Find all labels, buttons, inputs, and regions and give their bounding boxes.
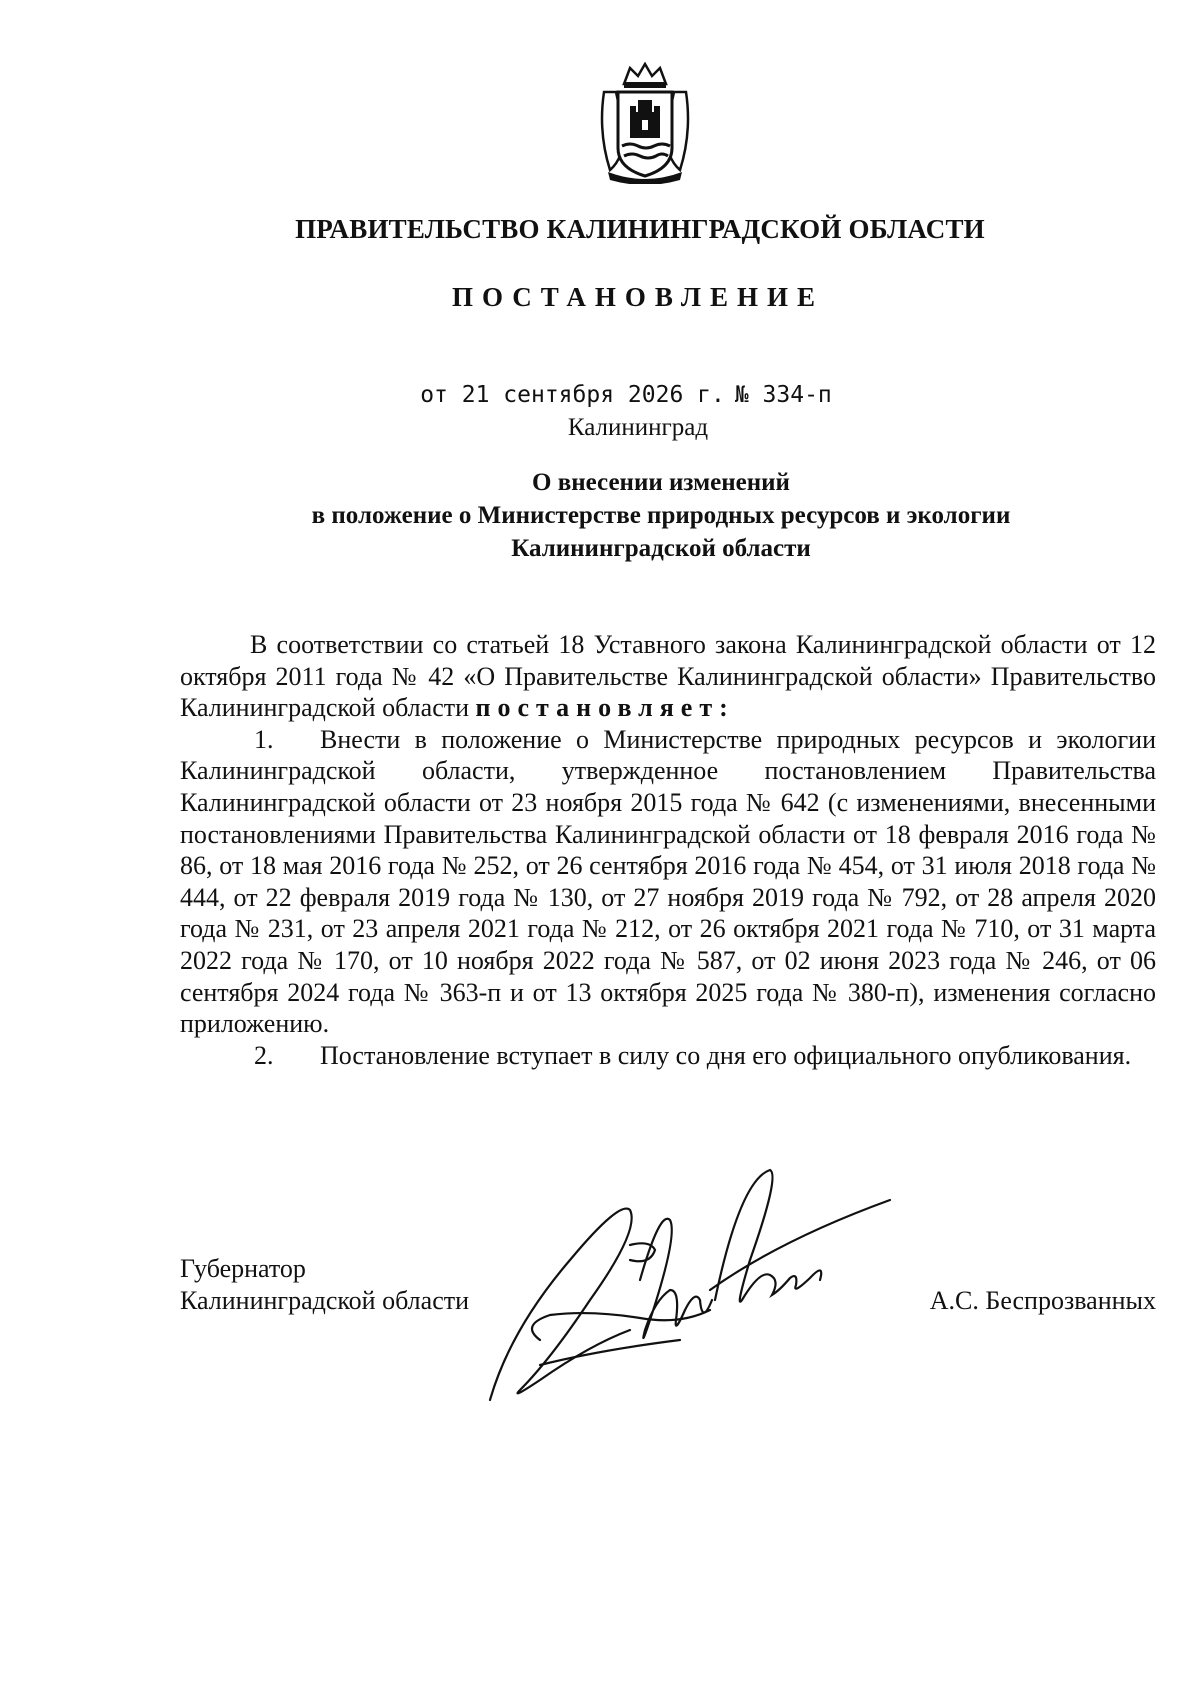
item-text: Постановление вступает в силу со дня его официального опубликования.: [320, 1040, 1132, 1070]
signatory-name: А.С. Беспрозванных: [929, 1286, 1156, 1315]
document-city: Калининград: [567, 414, 709, 441]
decree-word: постановляет:: [475, 693, 735, 723]
subject-line: О внесении изменений: [532, 469, 790, 496]
position-line: Калининградской области: [180, 1286, 470, 1315]
item-1-paragraph: [180, 724, 1156, 1040]
item-text: Внести в положение о Министерстве природных ресурсов и экологии Калининградской области, утвержденное постановлением Правительства Калининградской области от 23 ноября 2015 года № 642 (с изменениями, внесенными постановлениями Правительства Калининградской области от 18 февраля 2016 года № 86, от 18 мая 2016 года № 252, от 26 сентября 2016 года № 454, от 31 июля 2018 года № 444, от 22 февраля 2019 года № 130, от 27 ноября 2019 года № 792, от 28 апреля 2020 года № 231, от 23 апреля 2021 года № 212, от 26 октября 2021 года № 710, от 31 марта 2022 года № 170, от 10 ноября 2022 года № 587, от 02 июня 2023 года № 246, от 06 сентября 2024 года № 363-п и от 13 октября 2025 года № 380-п), изменения согласно приложению.: [180, 724, 1156, 1039]
preamble-paragraph: [180, 629, 1156, 724]
organization-title: ПРАВИТЕЛЬСТВО КАЛИНИНГРАДСКОЙ ОБЛАСТИ: [295, 214, 985, 244]
document-type-title: ПОСТАНОВЛЕНИЕ: [451, 282, 825, 312]
document-subject: [0, 466, 1200, 565]
document-body: [180, 629, 1156, 1071]
subject-line: Калининградской области: [511, 535, 811, 562]
position-line: Губернатор: [180, 1254, 306, 1283]
item-number: 2.: [254, 1040, 274, 1070]
document-date: от 21 сентября 2026 г.: [420, 382, 725, 408]
preamble-text: В соответствии со статьей 18 Уставного закона Калининградской области от 12 октября 2011 года № 42 «О Правительстве Калининградской области» Правительство Калининградской области: [180, 630, 1156, 723]
subject-line: в положение о Министерстве природных ресурсов и экологии: [311, 502, 1011, 529]
handwritten-signature: [480, 1150, 950, 1410]
item-number: 1.: [254, 724, 274, 754]
item-2-paragraph: [180, 1040, 1156, 1072]
coat-of-arms-icon: [594, 62, 696, 184]
document-date-number: [0, 382, 1200, 408]
document-number: № 334-п: [734, 382, 832, 408]
